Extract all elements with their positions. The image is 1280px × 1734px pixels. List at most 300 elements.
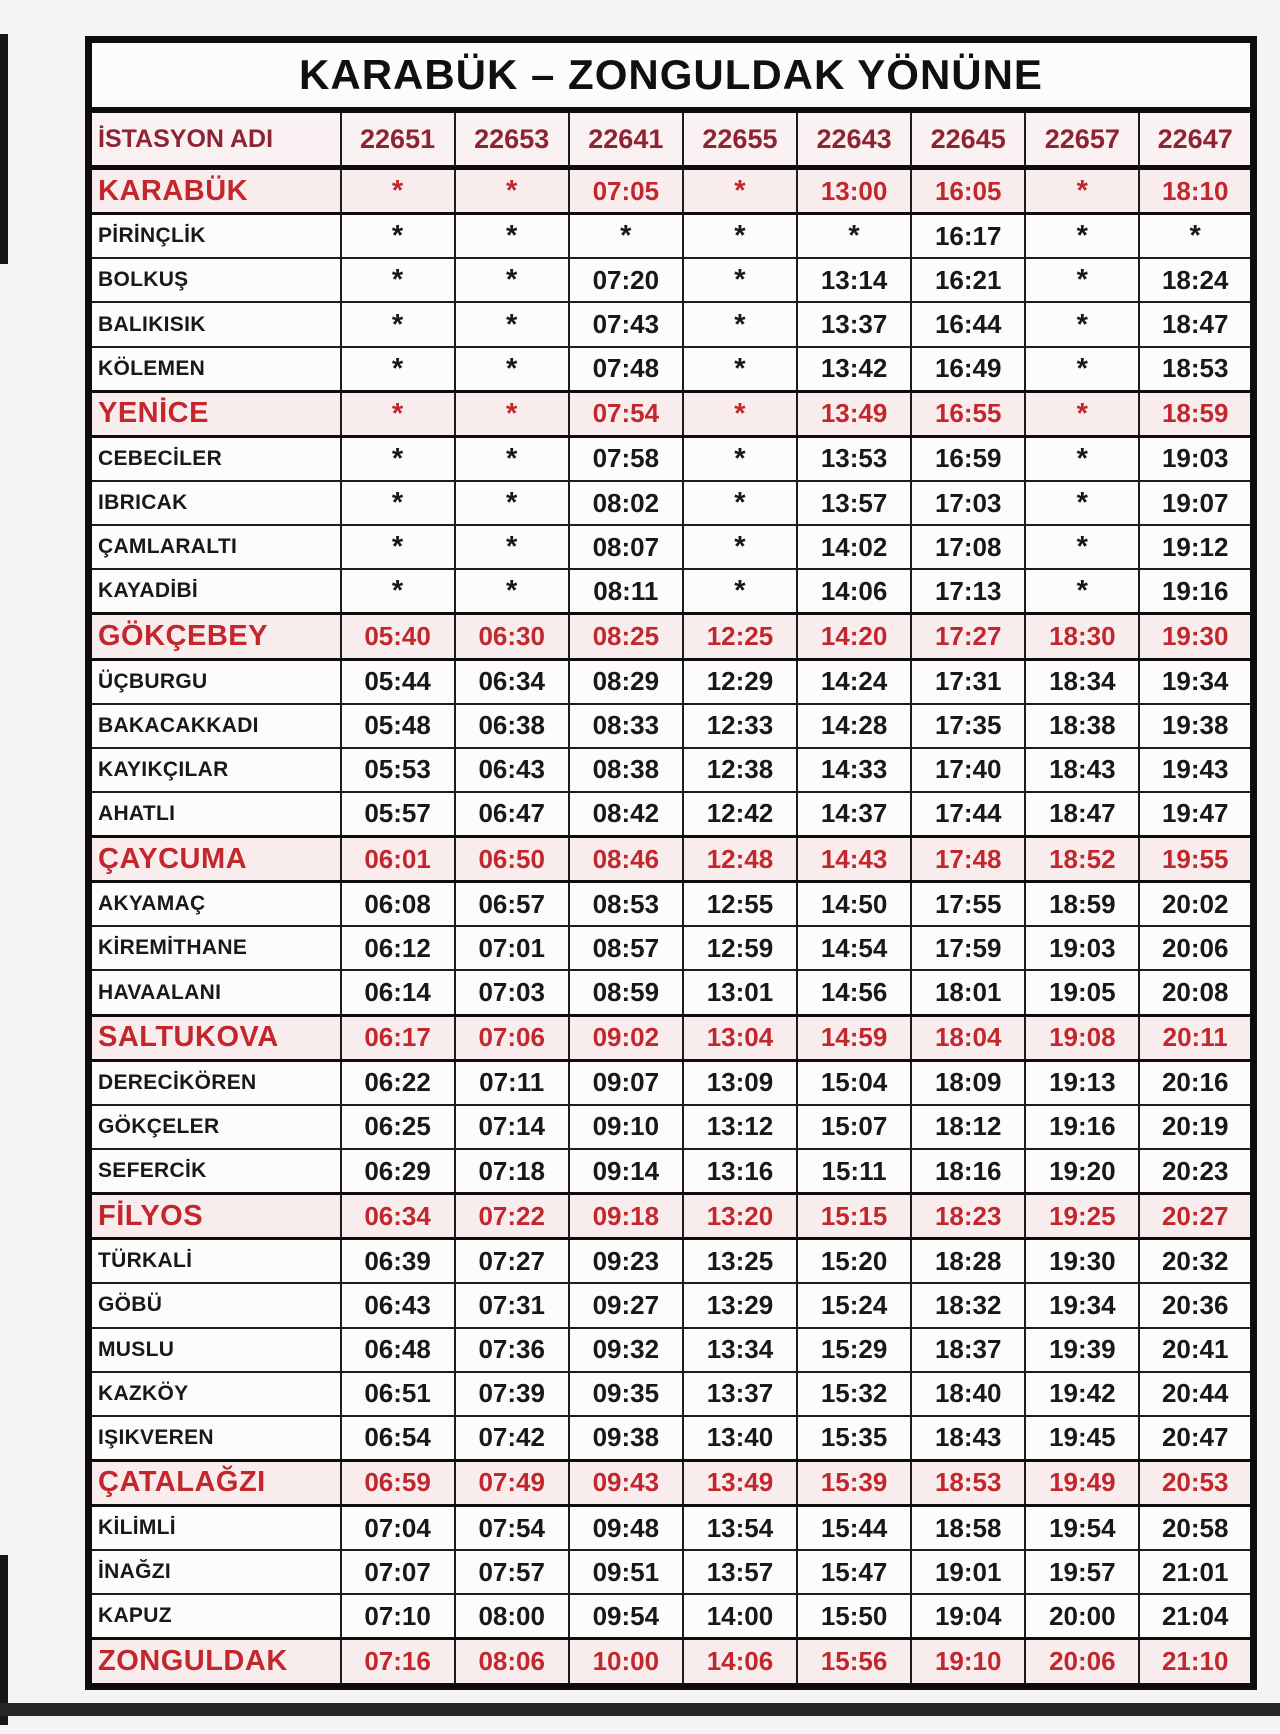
train-number-header: 22645 bbox=[911, 110, 1025, 168]
time-cell: 15:32 bbox=[797, 1372, 911, 1416]
time-cell: 20:58 bbox=[1139, 1506, 1253, 1551]
time-cell: 19:12 bbox=[1139, 525, 1253, 569]
station-name: ZONGULDAK bbox=[89, 1639, 341, 1687]
time-cell: 08:42 bbox=[569, 792, 683, 837]
time-cell: 14:02 bbox=[797, 525, 911, 569]
time-cell: 18:47 bbox=[1025, 792, 1139, 837]
time-cell: 06:47 bbox=[455, 792, 569, 837]
time-cell: 13:14 bbox=[797, 258, 911, 302]
no-stop-cell: * bbox=[683, 214, 797, 259]
time-cell: 07:10 bbox=[341, 1594, 455, 1639]
time-cell: 08:38 bbox=[569, 748, 683, 792]
time-cell: 20:32 bbox=[1139, 1239, 1253, 1284]
time-cell: 15:35 bbox=[797, 1416, 911, 1461]
no-stop-cell: * bbox=[341, 168, 455, 214]
time-cell: 21:01 bbox=[1139, 1550, 1253, 1594]
time-cell: 19:03 bbox=[1139, 436, 1253, 481]
time-cell: 19:43 bbox=[1139, 748, 1253, 792]
station-name: KAYADİBİ bbox=[89, 569, 341, 614]
time-cell: 14:24 bbox=[797, 659, 911, 704]
time-cell: 07:27 bbox=[455, 1239, 569, 1284]
station-column-header: İSTASYON ADI bbox=[89, 110, 341, 168]
no-stop-cell: * bbox=[341, 302, 455, 346]
major-station-row bbox=[89, 1015, 1254, 1060]
station-row bbox=[89, 704, 1254, 748]
station-name: BALIKISIK bbox=[89, 302, 341, 346]
time-cell: 06:34 bbox=[341, 1194, 455, 1239]
no-stop-cell: * bbox=[683, 525, 797, 569]
scan-edge-mark-bottom bbox=[0, 1555, 8, 1725]
major-station-row bbox=[89, 391, 1254, 436]
time-cell: 13:53 bbox=[797, 436, 911, 481]
time-cell: 19:34 bbox=[1025, 1283, 1139, 1327]
time-cell: 18:32 bbox=[911, 1283, 1025, 1327]
time-cell: 06:51 bbox=[341, 1372, 455, 1416]
time-cell: 13:37 bbox=[683, 1372, 797, 1416]
time-cell: 19:16 bbox=[1139, 569, 1253, 614]
time-cell: 07:54 bbox=[455, 1506, 569, 1551]
time-cell: 18:28 bbox=[911, 1239, 1025, 1284]
station-name: KİREMİTHANE bbox=[89, 926, 341, 970]
station-row bbox=[89, 970, 1254, 1015]
station-name: KARABÜK bbox=[89, 168, 341, 214]
time-cell: 20:36 bbox=[1139, 1283, 1253, 1327]
time-cell: 15:11 bbox=[797, 1149, 911, 1194]
time-cell: 05:44 bbox=[341, 659, 455, 704]
no-stop-cell: * bbox=[1139, 214, 1253, 259]
time-cell: 06:57 bbox=[455, 882, 569, 927]
time-cell: 06:08 bbox=[341, 882, 455, 927]
time-cell: 15:29 bbox=[797, 1328, 911, 1372]
time-cell: 16:44 bbox=[911, 302, 1025, 346]
time-cell: 14:50 bbox=[797, 882, 911, 927]
time-cell: 07:07 bbox=[341, 1550, 455, 1594]
no-stop-cell: * bbox=[341, 347, 455, 392]
station-row bbox=[89, 302, 1254, 346]
station-row bbox=[89, 569, 1254, 614]
time-cell: 06:01 bbox=[341, 837, 455, 882]
time-cell: 08:53 bbox=[569, 882, 683, 927]
time-cell: 19:30 bbox=[1139, 614, 1253, 659]
time-cell: 14:06 bbox=[797, 569, 911, 614]
station-name: KÖLEMEN bbox=[89, 347, 341, 392]
time-cell: 13:09 bbox=[683, 1060, 797, 1105]
major-station-row bbox=[89, 1639, 1254, 1687]
time-cell: 12:48 bbox=[683, 837, 797, 882]
no-stop-cell: * bbox=[341, 391, 455, 436]
train-number-header: 22647 bbox=[1139, 110, 1253, 168]
time-cell: 13:40 bbox=[683, 1416, 797, 1461]
time-cell: 07:03 bbox=[455, 970, 569, 1015]
time-cell: 13:57 bbox=[797, 481, 911, 525]
time-cell: 09:02 bbox=[569, 1015, 683, 1060]
time-cell: 19:05 bbox=[1025, 970, 1139, 1015]
time-cell: 13:37 bbox=[797, 302, 911, 346]
no-stop-cell: * bbox=[455, 302, 569, 346]
no-stop-cell: * bbox=[341, 481, 455, 525]
time-cell: 07:48 bbox=[569, 347, 683, 392]
time-cell: 07:58 bbox=[569, 436, 683, 481]
no-stop-cell: * bbox=[1025, 481, 1139, 525]
time-cell: 06:50 bbox=[455, 837, 569, 882]
time-cell: 08:57 bbox=[569, 926, 683, 970]
station-name: DERECİKÖREN bbox=[89, 1060, 341, 1105]
time-cell: 13:12 bbox=[683, 1105, 797, 1149]
station-row bbox=[89, 1594, 1254, 1639]
time-cell: 14:20 bbox=[797, 614, 911, 659]
time-cell: 09:54 bbox=[569, 1594, 683, 1639]
station-name: PİRİNÇLİK bbox=[89, 214, 341, 259]
time-cell: 17:35 bbox=[911, 704, 1025, 748]
time-cell: 06:22 bbox=[341, 1060, 455, 1105]
time-cell: 19:16 bbox=[1025, 1105, 1139, 1149]
station-name: KAPUZ bbox=[89, 1594, 341, 1639]
time-cell: 05:40 bbox=[341, 614, 455, 659]
time-cell: 18:37 bbox=[911, 1328, 1025, 1372]
time-cell: 18:04 bbox=[911, 1015, 1025, 1060]
time-cell: 06:17 bbox=[341, 1015, 455, 1060]
time-cell: 14:06 bbox=[683, 1639, 797, 1687]
station-row bbox=[89, 882, 1254, 927]
time-cell: 19:01 bbox=[911, 1550, 1025, 1594]
title-row bbox=[89, 40, 1254, 111]
station-name: MUSLU bbox=[89, 1328, 341, 1372]
time-cell: 07:39 bbox=[455, 1372, 569, 1416]
station-name: KİLİMLİ bbox=[89, 1506, 341, 1551]
time-cell: 14:43 bbox=[797, 837, 911, 882]
time-cell: 17:48 bbox=[911, 837, 1025, 882]
time-cell: 09:48 bbox=[569, 1506, 683, 1551]
time-cell: 16:17 bbox=[911, 214, 1025, 259]
time-cell: 18:34 bbox=[1025, 659, 1139, 704]
scan-edge-mark-top bbox=[0, 34, 8, 264]
time-cell: 20:44 bbox=[1139, 1372, 1253, 1416]
time-cell: 20:08 bbox=[1139, 970, 1253, 1015]
time-cell: 20:23 bbox=[1139, 1149, 1253, 1194]
time-cell: 06:34 bbox=[455, 659, 569, 704]
time-cell: 18:58 bbox=[911, 1506, 1025, 1551]
time-cell: 17:27 bbox=[911, 614, 1025, 659]
train-timetable bbox=[85, 36, 1257, 1690]
time-cell: 18:12 bbox=[911, 1105, 1025, 1149]
time-cell: 14:28 bbox=[797, 704, 911, 748]
time-cell: 18:38 bbox=[1025, 704, 1139, 748]
time-cell: 07:49 bbox=[455, 1460, 569, 1505]
station-row bbox=[89, 792, 1254, 837]
time-cell: 19:03 bbox=[1025, 926, 1139, 970]
no-stop-cell: * bbox=[455, 436, 569, 481]
time-cell: 17:44 bbox=[911, 792, 1025, 837]
time-cell: 13:20 bbox=[683, 1194, 797, 1239]
station-name: TÜRKALİ bbox=[89, 1239, 341, 1284]
time-cell: 14:00 bbox=[683, 1594, 797, 1639]
time-cell: 07:16 bbox=[341, 1639, 455, 1687]
time-cell: 14:33 bbox=[797, 748, 911, 792]
time-cell: 15:04 bbox=[797, 1060, 911, 1105]
time-cell: 07:04 bbox=[341, 1506, 455, 1551]
station-row bbox=[89, 1416, 1254, 1461]
train-number-header: 22655 bbox=[683, 110, 797, 168]
time-cell: 13:04 bbox=[683, 1015, 797, 1060]
time-cell: 07:42 bbox=[455, 1416, 569, 1461]
time-cell: 14:54 bbox=[797, 926, 911, 970]
time-cell: 20:47 bbox=[1139, 1416, 1253, 1461]
time-cell: 18:43 bbox=[911, 1416, 1025, 1461]
station-name: GÖKÇEBEY bbox=[89, 614, 341, 659]
time-cell: 19:55 bbox=[1139, 837, 1253, 882]
time-cell: 06:54 bbox=[341, 1416, 455, 1461]
time-cell: 06:12 bbox=[341, 926, 455, 970]
time-cell: 19:57 bbox=[1025, 1550, 1139, 1594]
time-cell: 19:13 bbox=[1025, 1060, 1139, 1105]
time-cell: 20:41 bbox=[1139, 1328, 1253, 1372]
time-cell: 09:43 bbox=[569, 1460, 683, 1505]
time-cell: 09:51 bbox=[569, 1550, 683, 1594]
time-cell: 18:30 bbox=[1025, 614, 1139, 659]
no-stop-cell: * bbox=[569, 214, 683, 259]
time-cell: 19:04 bbox=[911, 1594, 1025, 1639]
time-cell: 13:00 bbox=[797, 168, 911, 214]
station-row bbox=[89, 347, 1254, 392]
no-stop-cell: * bbox=[797, 214, 911, 259]
time-cell: 13:42 bbox=[797, 347, 911, 392]
no-stop-cell: * bbox=[1025, 302, 1139, 346]
station-row bbox=[89, 1239, 1254, 1284]
time-cell: 12:25 bbox=[683, 614, 797, 659]
station-row bbox=[89, 1372, 1254, 1416]
time-cell: 17:13 bbox=[911, 569, 1025, 614]
time-cell: 19:38 bbox=[1139, 704, 1253, 748]
time-cell: 19:08 bbox=[1025, 1015, 1139, 1060]
time-cell: 08:06 bbox=[455, 1639, 569, 1687]
time-cell: 07:01 bbox=[455, 926, 569, 970]
time-cell: 18:47 bbox=[1139, 302, 1253, 346]
time-cell: 08:59 bbox=[569, 970, 683, 1015]
time-cell: 09:27 bbox=[569, 1283, 683, 1327]
time-cell: 18:59 bbox=[1139, 391, 1253, 436]
time-cell: 14:56 bbox=[797, 970, 911, 1015]
time-cell: 05:57 bbox=[341, 792, 455, 837]
no-stop-cell: * bbox=[455, 347, 569, 392]
time-cell: 16:49 bbox=[911, 347, 1025, 392]
station-name: IŞIKVEREN bbox=[89, 1416, 341, 1461]
station-row bbox=[89, 214, 1254, 259]
station-row bbox=[89, 1105, 1254, 1149]
time-cell: 06:14 bbox=[341, 970, 455, 1015]
time-cell: 19:34 bbox=[1139, 659, 1253, 704]
station-name: AKYAMAÇ bbox=[89, 882, 341, 927]
time-cell: 14:37 bbox=[797, 792, 911, 837]
station-name: KAZKÖY bbox=[89, 1372, 341, 1416]
station-name: IBRICAK bbox=[89, 481, 341, 525]
time-cell: 08:11 bbox=[569, 569, 683, 614]
time-cell: 16:55 bbox=[911, 391, 1025, 436]
time-cell: 16:59 bbox=[911, 436, 1025, 481]
time-cell: 07:57 bbox=[455, 1550, 569, 1594]
time-cell: 15:47 bbox=[797, 1550, 911, 1594]
time-cell: 15:24 bbox=[797, 1283, 911, 1327]
no-stop-cell: * bbox=[455, 168, 569, 214]
no-stop-cell: * bbox=[455, 525, 569, 569]
station-name: FİLYOS bbox=[89, 1194, 341, 1239]
time-cell: 18:16 bbox=[911, 1149, 1025, 1194]
station-name: ÇAMLARALTI bbox=[89, 525, 341, 569]
time-cell: 17:55 bbox=[911, 882, 1025, 927]
time-cell: 09:38 bbox=[569, 1416, 683, 1461]
no-stop-cell: * bbox=[683, 168, 797, 214]
time-cell: 13:49 bbox=[797, 391, 911, 436]
time-cell: 18:01 bbox=[911, 970, 1025, 1015]
time-cell: 08:33 bbox=[569, 704, 683, 748]
time-cell: 13:16 bbox=[683, 1149, 797, 1194]
time-cell: 19:54 bbox=[1025, 1506, 1139, 1551]
no-stop-cell: * bbox=[1025, 347, 1139, 392]
station-name: AHATLI bbox=[89, 792, 341, 837]
train-number-header: 22651 bbox=[341, 110, 455, 168]
time-cell: 09:23 bbox=[569, 1239, 683, 1284]
time-cell: 09:10 bbox=[569, 1105, 683, 1149]
time-cell: 13:54 bbox=[683, 1506, 797, 1551]
time-cell: 07:31 bbox=[455, 1283, 569, 1327]
station-name: YENİCE bbox=[89, 391, 341, 436]
station-name: GÖKÇELER bbox=[89, 1105, 341, 1149]
no-stop-cell: * bbox=[1025, 168, 1139, 214]
time-cell: 06:59 bbox=[341, 1460, 455, 1505]
time-cell: 05:48 bbox=[341, 704, 455, 748]
no-stop-cell: * bbox=[1025, 525, 1139, 569]
station-name: SEFERCİK bbox=[89, 1149, 341, 1194]
time-cell: 08:29 bbox=[569, 659, 683, 704]
no-stop-cell: * bbox=[683, 347, 797, 392]
station-row bbox=[89, 1060, 1254, 1105]
time-cell: 18:09 bbox=[911, 1060, 1025, 1105]
time-cell: 19:49 bbox=[1025, 1460, 1139, 1505]
station-name: GÖBÜ bbox=[89, 1283, 341, 1327]
time-cell: 18:53 bbox=[911, 1460, 1025, 1505]
time-cell: 09:35 bbox=[569, 1372, 683, 1416]
time-cell: 07:36 bbox=[455, 1328, 569, 1372]
time-cell: 19:47 bbox=[1139, 792, 1253, 837]
time-cell: 12:42 bbox=[683, 792, 797, 837]
time-cell: 06:39 bbox=[341, 1239, 455, 1284]
time-cell: 13:25 bbox=[683, 1239, 797, 1284]
time-cell: 12:33 bbox=[683, 704, 797, 748]
station-row bbox=[89, 525, 1254, 569]
time-cell: 19:42 bbox=[1025, 1372, 1139, 1416]
no-stop-cell: * bbox=[683, 258, 797, 302]
time-cell: 19:45 bbox=[1025, 1416, 1139, 1461]
time-cell: 06:25 bbox=[341, 1105, 455, 1149]
station-row bbox=[89, 1328, 1254, 1372]
station-row bbox=[89, 436, 1254, 481]
time-cell: 15:39 bbox=[797, 1460, 911, 1505]
major-station-row bbox=[89, 1194, 1254, 1239]
major-station-row bbox=[89, 1460, 1254, 1505]
time-cell: 13:34 bbox=[683, 1328, 797, 1372]
time-cell: 13:49 bbox=[683, 1460, 797, 1505]
station-row bbox=[89, 1283, 1254, 1327]
time-cell: 07:20 bbox=[569, 258, 683, 302]
time-cell: 12:59 bbox=[683, 926, 797, 970]
major-station-row bbox=[89, 614, 1254, 659]
time-cell: 07:43 bbox=[569, 302, 683, 346]
timetable-body bbox=[89, 168, 1254, 1687]
time-cell: 08:02 bbox=[569, 481, 683, 525]
no-stop-cell: * bbox=[455, 569, 569, 614]
station-row bbox=[89, 258, 1254, 302]
time-cell: 09:18 bbox=[569, 1194, 683, 1239]
station-name: ÜÇBURGU bbox=[89, 659, 341, 704]
station-name: SALTUKOVA bbox=[89, 1015, 341, 1060]
no-stop-cell: * bbox=[455, 391, 569, 436]
no-stop-cell: * bbox=[455, 481, 569, 525]
station-row bbox=[89, 748, 1254, 792]
station-row bbox=[89, 481, 1254, 525]
time-cell: 15:07 bbox=[797, 1105, 911, 1149]
time-cell: 14:59 bbox=[797, 1015, 911, 1060]
no-stop-cell: * bbox=[341, 258, 455, 302]
time-cell: 18:23 bbox=[911, 1194, 1025, 1239]
time-cell: 13:01 bbox=[683, 970, 797, 1015]
no-stop-cell: * bbox=[1025, 391, 1139, 436]
page-title: KARABÜK – ZONGULDAK YÖNÜNE bbox=[89, 40, 1254, 111]
time-cell: 07:06 bbox=[455, 1015, 569, 1060]
time-cell: 18:59 bbox=[1025, 882, 1139, 927]
scan-bottom-band bbox=[0, 1703, 1280, 1716]
time-cell: 08:07 bbox=[569, 525, 683, 569]
time-cell: 13:57 bbox=[683, 1550, 797, 1594]
time-cell: 09:07 bbox=[569, 1060, 683, 1105]
station-name: HAVAALANI bbox=[89, 970, 341, 1015]
time-cell: 12:38 bbox=[683, 748, 797, 792]
no-stop-cell: * bbox=[683, 481, 797, 525]
no-stop-cell: * bbox=[341, 436, 455, 481]
time-cell: 18:24 bbox=[1139, 258, 1253, 302]
time-cell: 06:38 bbox=[455, 704, 569, 748]
no-stop-cell: * bbox=[1025, 258, 1139, 302]
time-cell: 20:11 bbox=[1139, 1015, 1253, 1060]
time-cell: 15:15 bbox=[797, 1194, 911, 1239]
no-stop-cell: * bbox=[683, 436, 797, 481]
time-cell: 20:19 bbox=[1139, 1105, 1253, 1149]
time-cell: 19:10 bbox=[911, 1639, 1025, 1687]
no-stop-cell: * bbox=[1025, 436, 1139, 481]
train-number-header: 22653 bbox=[455, 110, 569, 168]
train-number-header: 22657 bbox=[1025, 110, 1139, 168]
no-stop-cell: * bbox=[1025, 569, 1139, 614]
station-name: CEBECİLER bbox=[89, 436, 341, 481]
time-cell: 18:52 bbox=[1025, 837, 1139, 882]
time-cell: 06:43 bbox=[455, 748, 569, 792]
no-stop-cell: * bbox=[683, 569, 797, 614]
station-name: ÇATALAĞZI bbox=[89, 1460, 341, 1505]
time-cell: 19:39 bbox=[1025, 1328, 1139, 1372]
time-cell: 05:53 bbox=[341, 748, 455, 792]
time-cell: 18:43 bbox=[1025, 748, 1139, 792]
time-cell: 15:50 bbox=[797, 1594, 911, 1639]
time-cell: 20:00 bbox=[1025, 1594, 1139, 1639]
time-cell: 07:05 bbox=[569, 168, 683, 214]
station-name: İNAĞZI bbox=[89, 1550, 341, 1594]
time-cell: 20:06 bbox=[1139, 926, 1253, 970]
time-cell: 20:53 bbox=[1139, 1460, 1253, 1505]
train-number-header: 22643 bbox=[797, 110, 911, 168]
train-number-header: 22641 bbox=[569, 110, 683, 168]
no-stop-cell: * bbox=[455, 214, 569, 259]
time-cell: 19:20 bbox=[1025, 1149, 1139, 1194]
time-cell: 17:59 bbox=[911, 926, 1025, 970]
station-name: BAKACAKKADI bbox=[89, 704, 341, 748]
